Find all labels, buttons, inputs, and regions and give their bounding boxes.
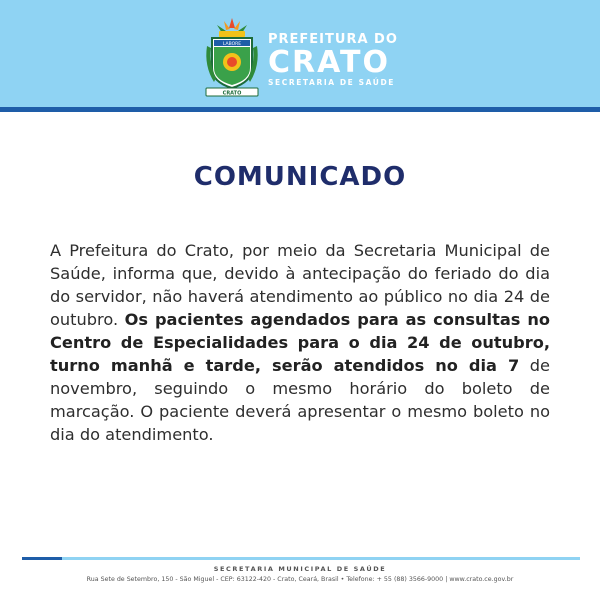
footer-divider-accent: [22, 557, 62, 560]
crato-crest-logo: [202, 16, 262, 98]
footer-title: SECRETARIA MUNICIPAL DE SAÚDE: [213, 565, 387, 573]
brand-wordmark: [268, 33, 403, 88]
brand-sub-text: SECRETARIA DE SAÚDE: [268, 78, 396, 87]
svg-text:LABORE: LABORE: [222, 42, 242, 47]
notice-highlight: Os pacientes agendados para as consultas no Centro de Especialidades para o dia 24 de outubro, turno manhã e tarde, serão atendidos no dia 7: [50, 310, 551, 375]
notice-title: COMUNICADO: [193, 162, 407, 192]
footer-divider: [62, 557, 580, 560]
header-divider: [0, 107, 600, 112]
notice-body: [50, 239, 550, 446]
brand-city-text: CRATO: [268, 45, 390, 80]
notice-paragraph-end: de novembro, seguindo o mesmo horário do boleto de marcação. O paciente deverá apresentar o mesmo boleto no dia do atendimento.: [50, 356, 550, 444]
header-banner: [0, 0, 600, 107]
svg-text:CRATO: CRATO: [222, 90, 242, 97]
footer-address: Rua Sete de Setembro, 150 - São Miguel - CEP: 63122-420 - Crato, Ceará, Brasil • Telefone: + 55 (88) 3566-9000 | www.crato.ce.gov.br: [86, 576, 514, 583]
brand-top-text: PREFEITURA DO: [268, 32, 398, 47]
notice-paragraph-intro: A Prefeitura do Crato, por meio da Secretaria Municipal de Saúde, informa que, devido à antecipação do feriado do dia do servidor, não haverá atendimento ao público no dia 24 de outubro.: [50, 241, 550, 329]
